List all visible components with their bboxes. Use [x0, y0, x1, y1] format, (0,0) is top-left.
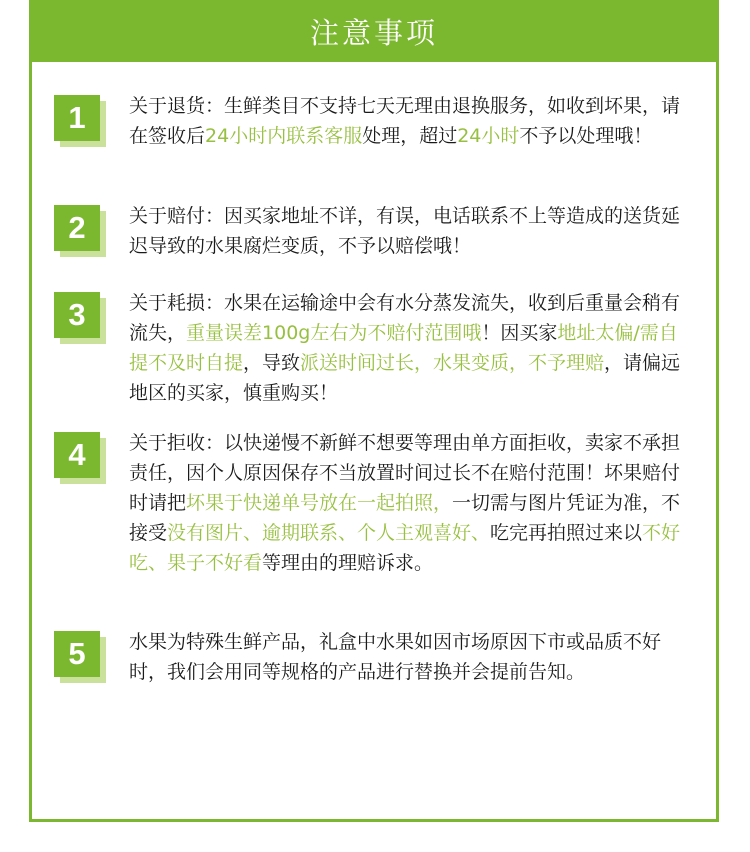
- item-text: [129, 428, 694, 578]
- highlighted-text: 24小时内联系客服: [205, 125, 363, 147]
- highlighted-text: 24小时: [457, 125, 520, 147]
- item-text: [129, 91, 694, 151]
- body-text: 关于赔付：因买家地址不详，有误，电话联系不上等造成的送货延迟导致的水果腐烂变质，不予以赔偿哦！: [129, 205, 681, 257]
- body-text: 不予以处理哦！: [519, 125, 653, 147]
- body-text: 关于退货：生鲜类目不支持七天无理由退换服务，如收到坏果，请在签收后: [129, 95, 681, 147]
- highlighted-text: 重量误差100g左右为不赔付范围哦: [186, 322, 482, 344]
- highlighted-text: 坏果于快递单号放在一起拍照，: [186, 492, 453, 514]
- highlighted-text: 地址太偏/需自提不及时自提: [129, 322, 678, 374]
- body-text: 等理由的理赔诉求。: [262, 552, 434, 574]
- item-number-badge: 5: [54, 631, 100, 677]
- highlighted-text: 不好吃、果子不好看: [129, 522, 681, 574]
- body-text: 水果为特殊生鲜产品，礼盒中水果如因市场原因下市或品质不好时，我们会用同等规格的产品进行替换并会提前告知。: [129, 631, 662, 683]
- item-text: [129, 201, 694, 261]
- item-number-badge: 3: [54, 292, 100, 338]
- item-number-badge: 2: [54, 205, 100, 251]
- item-number-badge: 1: [54, 95, 100, 141]
- body-text: 吃完再拍照过来以: [490, 522, 643, 544]
- body-text: ，请偏远地区的买家，慎重购买！: [129, 352, 681, 404]
- body-text: 处理，超过: [362, 125, 458, 147]
- body-text: 关于拒收：以快递慢不新鲜不想要等理由单方面拒收，卖家不承担责任，因个人原因保存不当放置时间过长不在赔付范围！坏果赔付时请把: [129, 432, 681, 514]
- item-number-badge: 4: [54, 432, 100, 478]
- highlighted-text: 派送时间过长，水果变质，不予理赔: [300, 352, 605, 374]
- item-text: [129, 288, 694, 408]
- body-text: 关于耗损：水果在运输途中会有水分蒸发流失，收到后重量会稍有流失，: [129, 292, 681, 344]
- item-text: [129, 627, 694, 687]
- body-text: ，导致: [243, 352, 301, 374]
- header-title: 注意事项: [29, 0, 719, 62]
- highlighted-text: 没有图片、逾期联系、个人主观喜好、: [167, 522, 491, 544]
- body-text: 一切需与图片凭证为准，不接受: [129, 492, 681, 544]
- body-text: ！因买家: [481, 322, 558, 344]
